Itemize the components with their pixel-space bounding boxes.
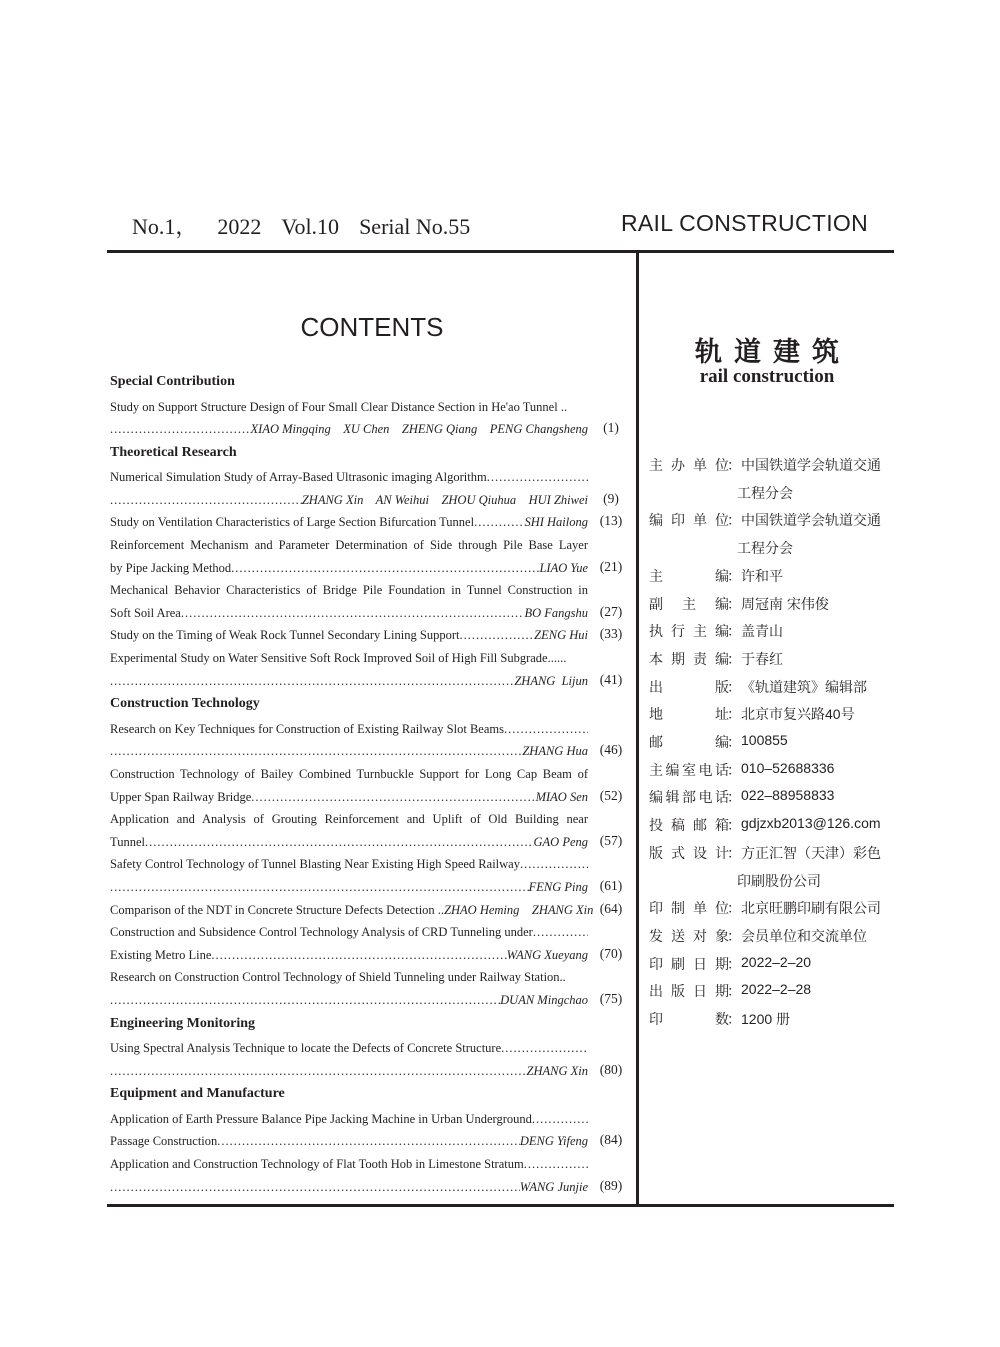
entry-page-number: (1) xyxy=(603,420,619,436)
leader-dots xyxy=(211,948,506,963)
masthead-info-row xyxy=(649,981,811,1001)
toc-entry-byline xyxy=(110,744,588,759)
leader-dots xyxy=(110,493,302,508)
leader-dots xyxy=(110,1064,527,1079)
entry-title-text: Comparison of the NDT in Concrete Structure Defects Detection .. xyxy=(110,902,445,917)
entry-title-text: Study on the Timing of Weak Rock Tunnel Secondary Lining Support xyxy=(110,628,460,643)
toc-entry-title xyxy=(110,1157,588,1172)
entry-page-number: (13) xyxy=(599,513,623,529)
entry-page-number: (64) xyxy=(599,900,623,916)
entry-author: BO Fangshu xyxy=(524,605,588,620)
entry-page-number: (61) xyxy=(599,877,623,893)
info-value: gdjzxb2013@126.com xyxy=(741,815,881,832)
entry-page-number: (27) xyxy=(599,603,623,619)
leader-dots xyxy=(145,835,534,850)
toc-entry-byline xyxy=(110,948,588,963)
masthead-info-row xyxy=(649,843,881,863)
entry-title-text: Experimental Study on Water Sensitive Soft Rock Improved Soil of High Fill Subgrade...... xyxy=(110,651,567,665)
entry-page-number: (84) xyxy=(599,1132,623,1148)
masthead-info-row xyxy=(649,787,834,807)
info-colon: ： xyxy=(727,678,741,695)
entry-title-text: Numerical Simulation Study of Array-Based Ultrasonic imaging Algorithm xyxy=(110,470,487,485)
toc-entry-byline xyxy=(110,993,588,1008)
journal-title-cn: 轨道建筑 xyxy=(695,337,851,367)
entry-author: DUAN Mingchao xyxy=(500,992,588,1007)
info-value: 北京市复兴路40号 xyxy=(741,706,855,723)
entry-title-cont: Tunnel xyxy=(110,834,145,849)
entry-title-text: Construction Technology of Bailey Combined Turnbuckle Support for Long Cap Beam of xyxy=(110,766,588,781)
top-rule xyxy=(107,250,894,253)
entry-page-number: (21) xyxy=(599,558,623,574)
entry-title-text: Construction and Subsidence Control Technology Analysis of CRD Tunneling under xyxy=(110,925,533,940)
toc-section-heading: Construction Technology xyxy=(110,696,260,712)
entry-page-number: (75) xyxy=(599,990,623,1006)
info-colon: ： xyxy=(727,595,741,612)
toc-entry-byline xyxy=(110,1064,588,1079)
info-colon: ： xyxy=(727,512,741,529)
masthead-info-row xyxy=(649,898,881,918)
leader-dots xyxy=(110,880,529,895)
info-label: 版式设计 xyxy=(649,844,729,861)
info-label: 编辑部电话 xyxy=(649,789,729,806)
info-colon: ： xyxy=(727,817,741,834)
leader-dots xyxy=(110,1180,520,1195)
entry-title-text: Application of Earth Pressure Balance Pipe Jacking Machine in Urban Underground xyxy=(110,1111,532,1126)
entry-author: LIAO Yue xyxy=(539,560,588,575)
entry-title-cont: Passage Construction xyxy=(110,1134,218,1149)
entry-title-text: Using Spectral Analysis Technique to locate the Defects of Concrete Structure xyxy=(110,1041,502,1055)
info-colon: ： xyxy=(727,623,741,640)
info-value: 1200 册 xyxy=(741,1011,791,1027)
toc-section-heading: Theoretical Research xyxy=(110,444,237,460)
entry-page-number: (57) xyxy=(599,832,623,848)
toc-entry-byline xyxy=(110,493,588,508)
toc-entry-title xyxy=(110,515,588,530)
bottom-rule xyxy=(107,1204,894,1207)
info-label: 主编 xyxy=(649,567,729,584)
info-label: 地址 xyxy=(649,706,729,723)
info-value: 中国铁道学会轨道交通 xyxy=(741,512,881,529)
masthead-info-row xyxy=(649,760,834,780)
leader-dots xyxy=(459,628,534,643)
masthead-info-row xyxy=(649,455,881,475)
toc-entry-title xyxy=(110,722,588,737)
info-label: 出版 xyxy=(649,678,729,695)
entry-page-number: (41) xyxy=(599,671,623,687)
info-colon: ： xyxy=(727,1011,741,1027)
entry-title-text: Study on Ventilation Characteristics of Large Section Bifurcation Tunnel xyxy=(110,515,475,530)
masthead-info-row xyxy=(649,954,811,974)
leader-dots xyxy=(110,674,514,689)
info-value: 010–52688336 xyxy=(741,759,835,776)
toc-entry-byline xyxy=(110,606,588,621)
leader-dots xyxy=(251,790,535,805)
entry-title-text: Study on Support Structure Design of Four Small Clear Distance Section in He'ao Tunnel .. xyxy=(110,399,568,414)
info-colon: ： xyxy=(727,457,741,473)
toc-entry-byline xyxy=(110,835,588,850)
info-value: 2022–2–20 xyxy=(741,953,812,970)
entry-title-text: Research on Construction Control Technology of Shield Tunneling under Railway Station.. xyxy=(110,970,566,985)
info-colon: ： xyxy=(727,650,741,667)
leader-dots xyxy=(524,1157,588,1172)
info-colon: ： xyxy=(727,927,741,944)
journal-title-en-lower: rail construction xyxy=(699,366,835,387)
info-colon: ： xyxy=(727,734,741,750)
toc-entry-byline xyxy=(110,674,588,689)
masthead-info-row xyxy=(649,732,788,752)
leader-dots xyxy=(487,470,588,485)
toc-section-heading: Equipment and Manufacture xyxy=(110,1086,285,1102)
entry-author: ZHANG Lijun xyxy=(514,673,588,688)
entry-author: WANG Xueyang xyxy=(506,947,588,962)
info-value: 100855 xyxy=(741,732,788,748)
entry-page-number: (52) xyxy=(599,787,623,803)
toc-entry-title xyxy=(110,1112,588,1127)
info-value: 北京旺鹏印刷有限公司 xyxy=(741,900,881,917)
toc-entry-title xyxy=(110,470,588,485)
entry-title-text: Research on Key Techniques for Construction of Existing Railway Slot Beams xyxy=(110,721,504,736)
info-label: 投稿邮箱 xyxy=(649,817,729,834)
toc-entry-title xyxy=(110,538,588,553)
info-value: 许和平 xyxy=(741,567,783,584)
info-value: 022–88958833 xyxy=(741,787,835,804)
leader-dots xyxy=(217,1134,520,1149)
toc-entry-title xyxy=(110,970,588,985)
toc-entry-byline xyxy=(110,790,588,805)
entry-author: GAO Peng xyxy=(533,834,588,849)
info-value-continued: 印刷股份公司 xyxy=(737,872,821,889)
entry-author: ZHANG Xin xyxy=(526,1063,588,1078)
issue-line xyxy=(132,210,490,241)
masthead-info-row xyxy=(649,510,881,530)
info-colon: ： xyxy=(727,900,741,917)
info-label: 印制单位 xyxy=(649,900,729,917)
entry-author: XIAO Mingqing XU Chen ZHENG Qiang PENG Changsheng xyxy=(250,422,588,437)
leader-dots xyxy=(520,857,588,872)
leader-dots xyxy=(110,422,251,437)
leader-dots xyxy=(501,1041,588,1056)
info-label: 副主编 xyxy=(649,595,729,612)
entry-author: MIAO Sen xyxy=(535,789,588,804)
info-label: 印数 xyxy=(649,1011,729,1027)
masthead-info-row xyxy=(649,677,867,697)
toc-entry-title xyxy=(110,583,588,598)
entry-author: SHI Hailong xyxy=(524,515,588,530)
info-colon: ： xyxy=(727,789,741,806)
info-value-continued: 工程分会 xyxy=(737,540,793,557)
info-colon: ： xyxy=(727,844,741,861)
info-value: 会员单位和交流单位 xyxy=(741,927,867,944)
masthead-info-row xyxy=(649,649,783,669)
toc-entry-title xyxy=(110,902,594,918)
masthead-info-row xyxy=(649,704,855,724)
issue-number: No.1， xyxy=(132,214,198,239)
info-label: 编印单位 xyxy=(649,512,729,529)
entry-title-cont: Existing Metro Line xyxy=(110,947,212,962)
info-value: 《轨道建筑》编辑部 xyxy=(741,678,867,695)
journal-title-en: RAIL CONSTRUCTION xyxy=(620,210,868,236)
info-value: 于春红 xyxy=(741,650,783,667)
masthead-info-row xyxy=(649,926,867,946)
column-divider xyxy=(636,253,639,1204)
info-label: 本期责编 xyxy=(649,650,729,667)
toc-entry-byline xyxy=(110,561,588,576)
toc-entry-byline xyxy=(110,1180,588,1195)
toc-entry-title xyxy=(110,1041,588,1056)
info-label: 出版日期 xyxy=(649,983,729,1000)
entry-title-cont: by Pipe Jacking Method xyxy=(110,560,232,575)
info-colon: ： xyxy=(727,983,741,1000)
info-label: 邮编 xyxy=(649,734,729,750)
leader-dots xyxy=(231,561,539,576)
leader-dots xyxy=(110,744,522,759)
entry-page-number: (89) xyxy=(599,1177,623,1193)
entry-author: ZHANG Hua xyxy=(522,744,588,759)
toc-entry-byline xyxy=(110,422,588,437)
toc-entry-title xyxy=(110,628,588,643)
entry-page-number: (9) xyxy=(603,490,619,506)
toc-entry-title xyxy=(110,400,588,415)
issue-volume: Vol.10 xyxy=(281,214,340,239)
entry-title-text: Reinforcement Mechanism and Parameter Determination of Side through Pile Base Layer xyxy=(110,538,588,552)
entry-author: FENG Ping xyxy=(528,879,588,894)
leader-dots xyxy=(504,722,588,737)
toc-entry-title xyxy=(110,812,588,827)
masthead-info-row xyxy=(649,566,783,586)
entry-title-cont: Soft Soil Area xyxy=(110,605,181,620)
masthead-info-row xyxy=(649,1009,790,1029)
entry-title-text: Safety Control Technology of Tunnel Blasting Near Existing High Speed Railway xyxy=(110,857,520,872)
entry-page-number: (70) xyxy=(599,945,623,961)
toc-section-heading: Special Contribution xyxy=(110,374,235,389)
entry-title-cont: Upper Span Railway Bridge xyxy=(110,789,252,804)
masthead-info-row xyxy=(649,594,829,614)
toc-entry-title xyxy=(110,651,588,666)
toc-entry-title xyxy=(110,767,588,782)
info-label: 执行主编 xyxy=(649,623,729,640)
info-value: 周冠南 宋伟俊 xyxy=(741,595,829,612)
toc-entry-title xyxy=(110,857,588,872)
entry-author: ZHAO Heming ZHANG Xin xyxy=(444,902,594,917)
leader-dots xyxy=(181,606,525,621)
info-value: 2022–2–28 xyxy=(741,981,812,998)
masthead-info-row xyxy=(649,621,783,641)
info-value: 中国铁道学会轨道交通 xyxy=(741,457,881,473)
info-colon: ： xyxy=(727,761,741,778)
info-colon: ： xyxy=(727,955,741,972)
info-label: 主办单位 xyxy=(649,457,729,473)
masthead-info-row xyxy=(649,815,881,835)
info-colon: ： xyxy=(727,706,741,723)
issue-year: 2022 xyxy=(217,214,262,239)
entry-author: WANG Junjie xyxy=(519,1179,588,1194)
toc-entry-byline xyxy=(110,1134,588,1149)
contents-heading: CONTENTS xyxy=(300,312,444,342)
info-label: 印刷日期 xyxy=(649,955,729,972)
entry-page-number: (33) xyxy=(599,626,623,642)
leader-dots xyxy=(474,515,524,530)
toc-entry-title xyxy=(110,925,588,940)
info-colon: ： xyxy=(727,567,741,584)
leader-dots xyxy=(533,925,588,940)
info-value: 方正汇智（天津）彩色 xyxy=(741,844,881,861)
entry-page-number: (46) xyxy=(599,742,623,758)
entry-title-text: Mechanical Behavior Characteristics of Bridge Pile Foundation in Tunnel Construction in xyxy=(110,583,588,598)
issue-serial: Serial No.55 xyxy=(359,214,471,239)
entry-title-text: Application and Analysis of Grouting Reinforcement and Uplift of Old Building near xyxy=(110,812,588,827)
info-value-continued: 工程分会 xyxy=(737,484,793,501)
entry-author: ZENG Hui xyxy=(534,628,588,643)
entry-author: DENG Yifeng xyxy=(519,1134,588,1149)
info-label: 发送对象 xyxy=(649,927,729,944)
entry-author: ZHANG Xin AN Weihui ZHOU Qiuhua HUI Zhiwei xyxy=(301,492,588,507)
leader-dots xyxy=(532,1112,588,1127)
entry-page-number: (80) xyxy=(599,1061,623,1077)
info-value: 盖青山 xyxy=(741,623,783,640)
info-label: 主编室电话 xyxy=(649,761,729,778)
toc-section-heading: Engineering Monitoring xyxy=(110,1015,256,1031)
leader-dots xyxy=(110,993,500,1008)
entry-title-text: Application and Construction Technology of Flat Tooth Hob in Limestone Stratum xyxy=(110,1156,524,1171)
toc-entry-byline xyxy=(110,880,588,895)
